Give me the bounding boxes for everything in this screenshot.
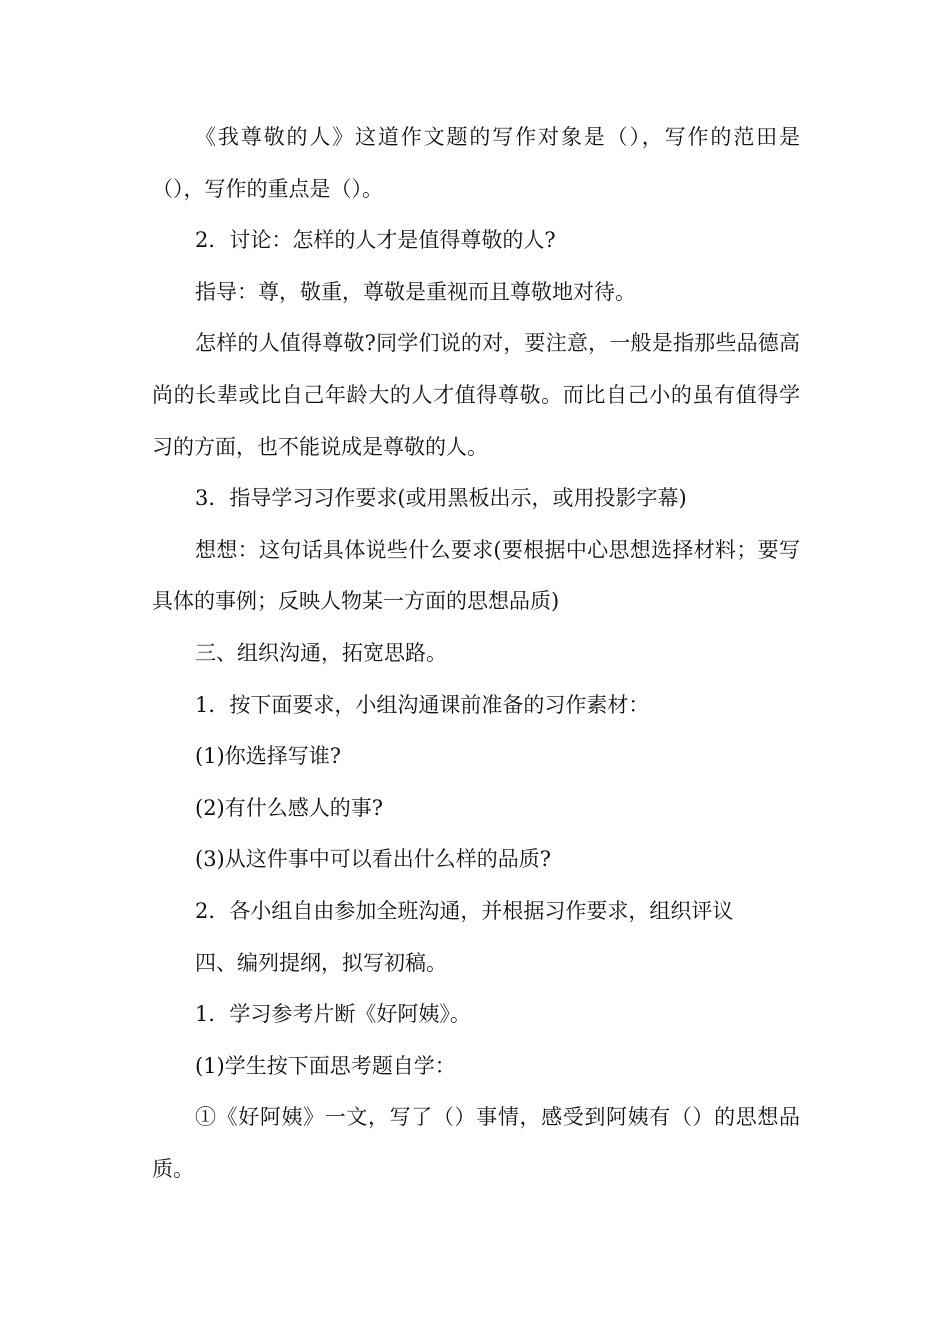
paragraph-text: 三、组织沟通，拓宽思路。 <box>195 640 447 665</box>
document-page <box>152 112 800 1195</box>
paragraph-class-exchange <box>152 886 800 938</box>
paragraph-text: 1．按下面要求，小组沟通课前准备的习作素材： <box>195 692 650 717</box>
section-heading-four <box>152 938 800 990</box>
paragraph-text: (1)你选择写谁? <box>195 744 342 769</box>
paragraph-text: (3)从这件事中可以看出什么样的品质? <box>195 847 552 872</box>
paragraph-requirements <box>152 473 800 525</box>
paragraph-group-exchange <box>152 680 800 732</box>
paragraph-think <box>152 525 800 628</box>
paragraph-text: 《我尊敬的人》这道作文题的写作对象是（），写作的范田是（），写作的重点是（）。 <box>152 125 800 201</box>
paragraph-who-to-respect <box>152 318 800 473</box>
paragraph-text: ①《好阿姨》一文，写了（）事情，感受到阿姨有（）的思想品质。 <box>152 1105 800 1181</box>
list-item-who <box>152 731 800 783</box>
section-heading-three <box>152 628 800 680</box>
paragraph-text: 怎样的人值得尊敬?同学们说的对，要注意，一般是指那些品德高尚的长辈或比自己年龄大的人才值得尊敬。而比自己小的虽有值得学习的方面，也不能说成是尊敬的人。 <box>152 331 800 459</box>
paragraph-question-one <box>152 1092 800 1195</box>
paragraph-text: 四、编列提纲，拟写初稿。 <box>195 950 447 975</box>
paragraph-text: 2．各小组自由参加全班沟通，并根据习作要求，组织评议 <box>195 898 734 923</box>
list-item-quality <box>152 834 800 886</box>
paragraph-text: 指导：尊，敬重，尊敬是重视而且尊敬地对待。 <box>195 279 636 304</box>
paragraph-reference <box>152 989 800 1041</box>
paragraph-text: 2．讨论：怎样的人才是值得尊敬的人? <box>195 228 556 253</box>
paragraph-self-study <box>152 1041 800 1093</box>
paragraph-guidance <box>152 267 800 319</box>
paragraph-discussion <box>152 215 800 267</box>
paragraph-writing-object <box>152 112 800 215</box>
paragraph-text: (1)学生按下面思考题自学： <box>195 1053 456 1078</box>
paragraph-text: (2)有什么感人的事? <box>195 795 384 820</box>
list-item-event <box>152 783 800 835</box>
paragraph-text: 想想：这句话具体说些什么要求(要根据中心思想选择材料；要写具体的事例；反映人物某一方面的思想品质) <box>152 537 800 614</box>
paragraph-text: 3．指导学习习作要求(或用黑板出示，或用投影字幕) <box>195 486 687 511</box>
paragraph-text: 1．学习参考片断《好阿姨》。 <box>195 1002 471 1027</box>
